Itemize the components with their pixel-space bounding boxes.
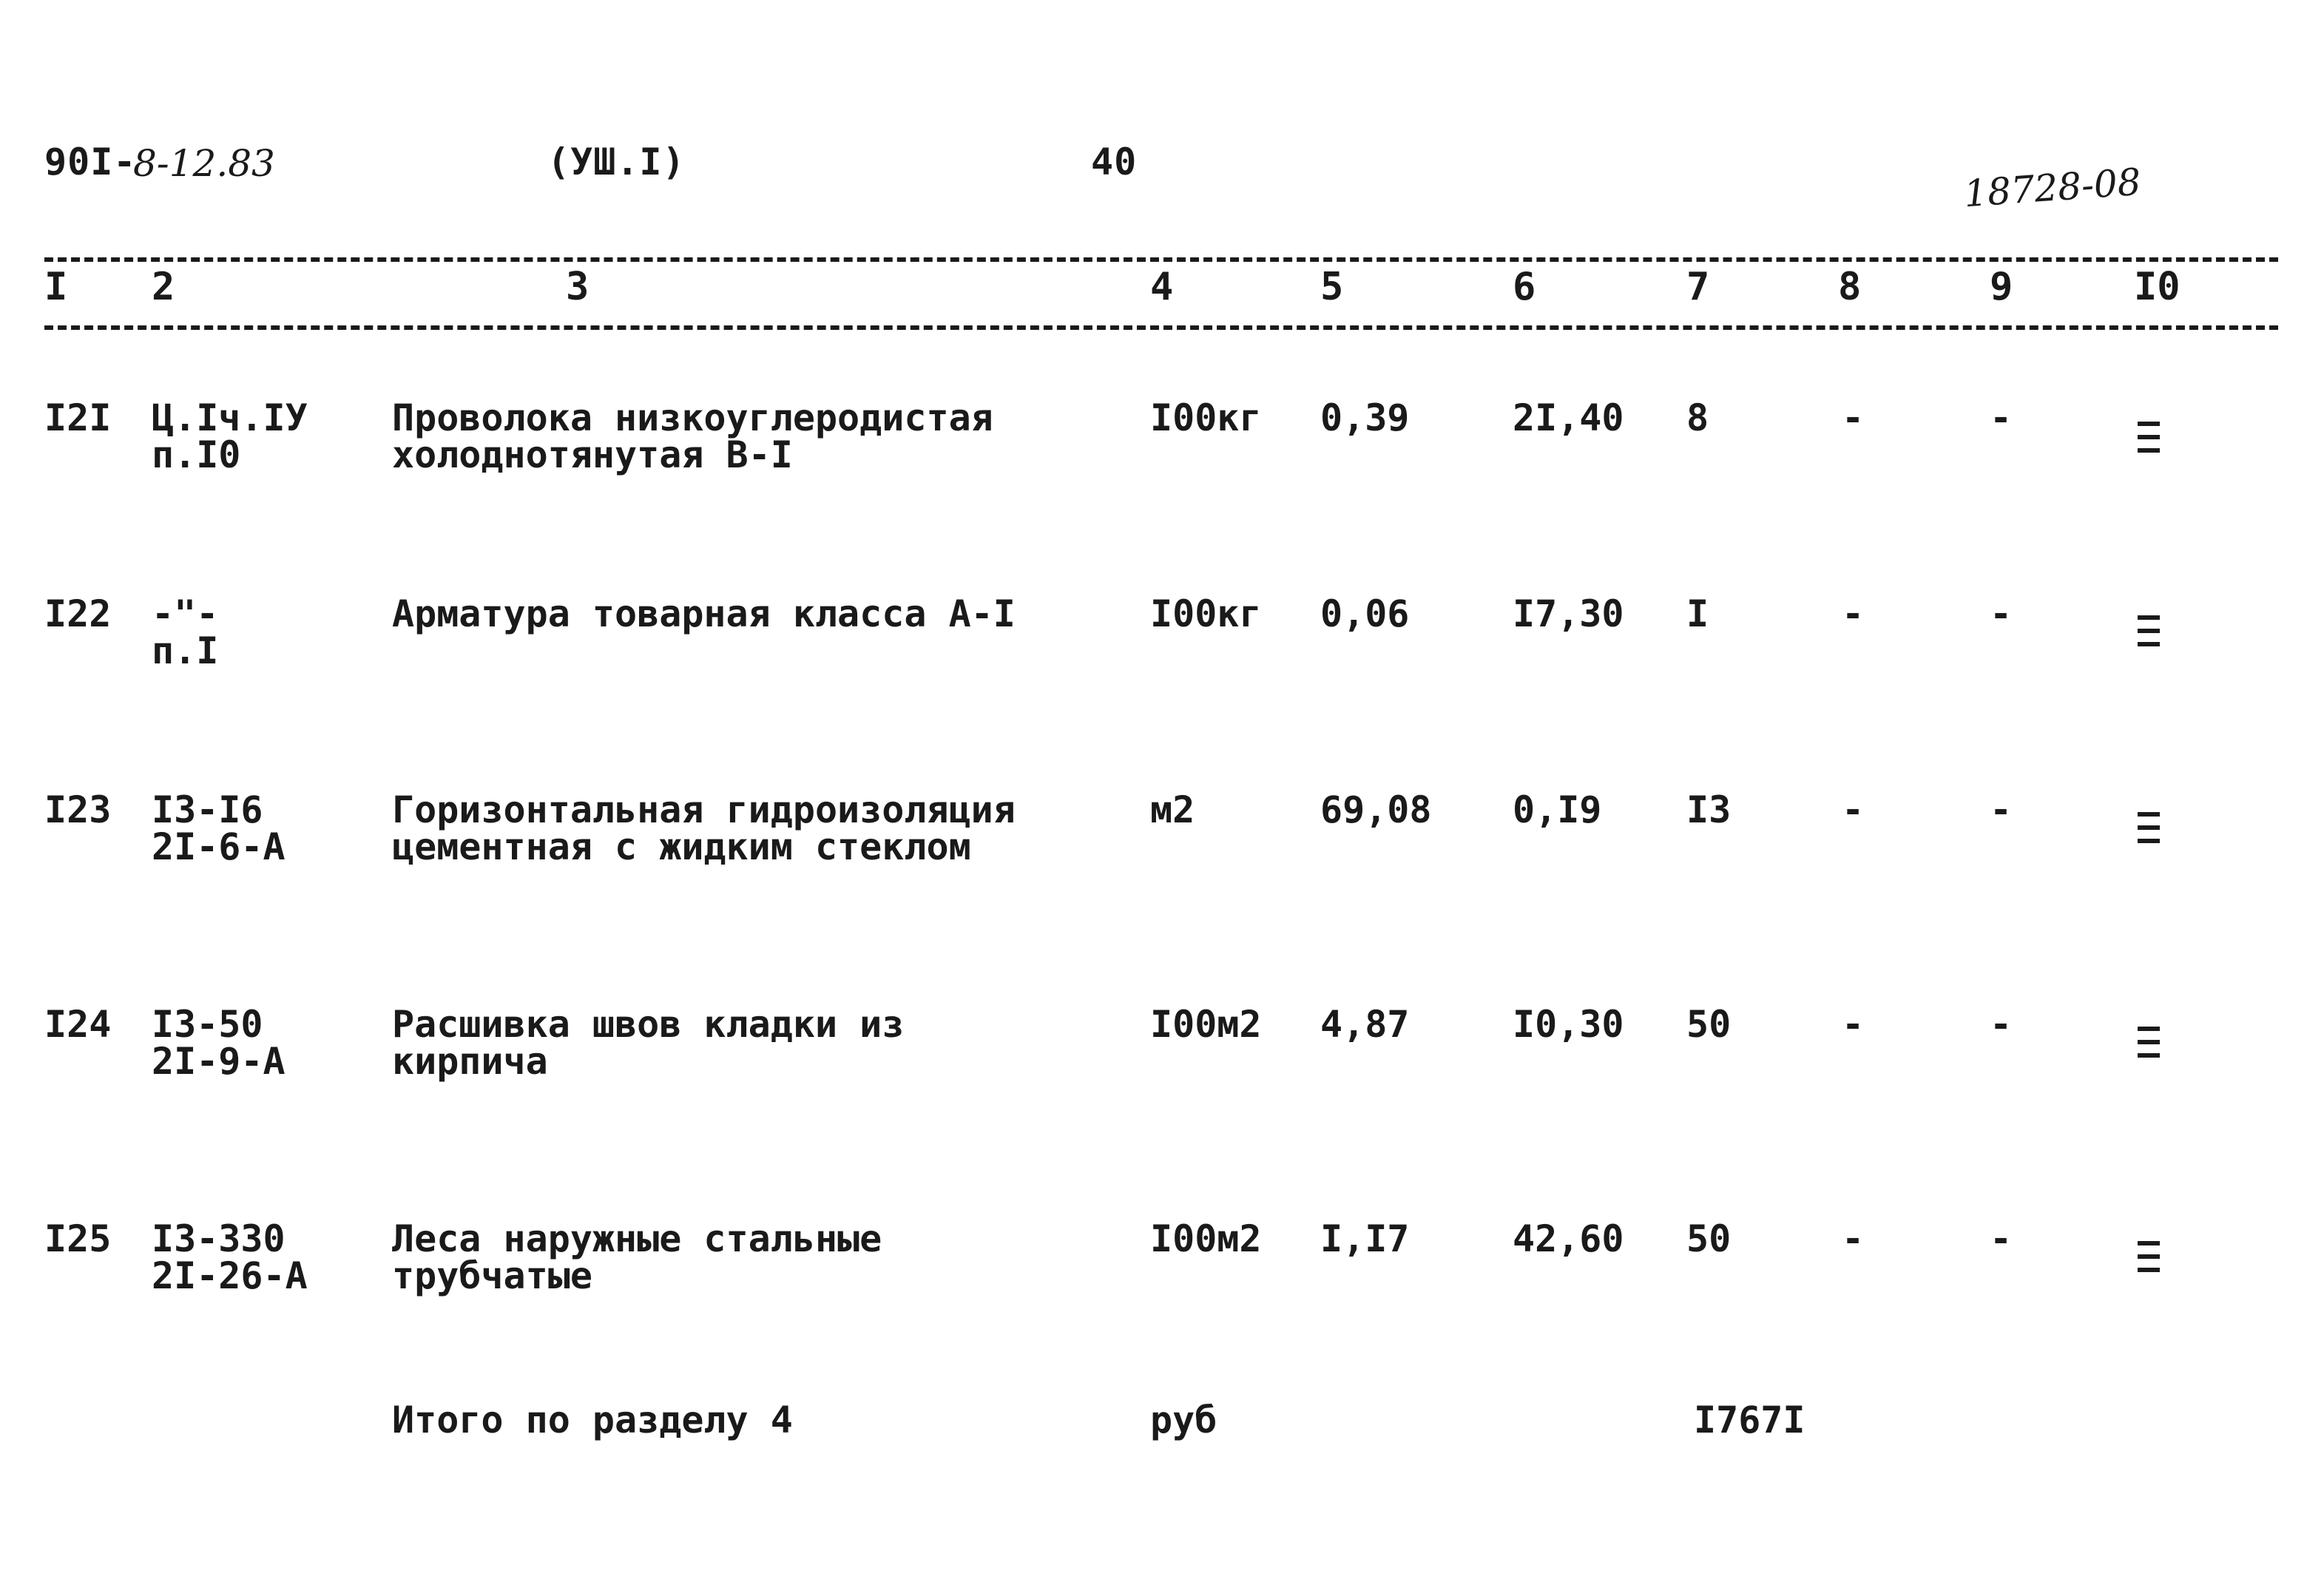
ditto-mark: [2138, 422, 2160, 462]
column-number: 2: [152, 265, 175, 309]
description-line2: цементная с жидким стеклом: [392, 825, 971, 868]
quantity: 0,39: [1320, 396, 1410, 439]
description-line1: Арматура товарная класса А-I: [392, 592, 1016, 635]
column-number: I: [44, 265, 68, 309]
col9-value: -: [1990, 1003, 2013, 1046]
description-line1: Расшивка швов кладки из: [392, 1003, 905, 1046]
col7-value: 8: [1686, 396, 1709, 439]
row-number: I24: [44, 1003, 112, 1046]
column-number: 8: [1838, 265, 1862, 309]
col9-value: -: [1990, 788, 2013, 831]
col7-value: I: [1686, 592, 1709, 635]
column-number: 7: [1686, 265, 1710, 309]
col9-value: -: [1990, 1217, 2013, 1260]
col7-value: 50: [1686, 1217, 1732, 1260]
col9-value: -: [1990, 592, 2013, 635]
unit-price: 2I,40: [1513, 396, 1624, 439]
unit: I00кг: [1150, 592, 1262, 635]
description-line1: Леса наружные стальные: [392, 1217, 882, 1260]
norm-code-line1: I3-I6: [152, 788, 263, 831]
norm-code-line1: I3-330: [152, 1217, 286, 1260]
norm-code-line1: -"-: [152, 592, 219, 635]
norm-code-line2: 2I-6-А: [152, 825, 286, 868]
column-number: 4: [1150, 265, 1174, 309]
column-number: 3: [566, 265, 590, 309]
ditto-mark: [2138, 615, 2160, 655]
row-number: I23: [44, 788, 112, 831]
section-code: (УШ.I): [547, 141, 686, 183]
col8-value: -: [1842, 592, 1865, 635]
description-line2: кирпича: [392, 1040, 548, 1083]
column-number: 5: [1320, 265, 1344, 309]
ditto-mark: [2138, 1241, 2160, 1281]
handwritten-reference: 18728-08: [1962, 160, 2143, 216]
total-value: I767I: [1694, 1399, 1806, 1441]
column-number: I0: [2134, 265, 2181, 309]
row-number: I2I: [44, 396, 112, 439]
description-line2: холоднотянутая В-I: [392, 433, 793, 476]
norm-code-line1: I3-50: [152, 1003, 263, 1046]
unit: I00м2: [1150, 1003, 1262, 1046]
description-line1: Горизонтальная гидроизоляция: [392, 788, 1016, 831]
norm-code-line2: п.I: [152, 629, 219, 672]
total-unit: руб: [1150, 1399, 1217, 1441]
norm-code-line2: 2I-26-А: [152, 1254, 308, 1297]
norm-code-line2: п.I0: [152, 433, 241, 476]
col8-value: -: [1842, 1003, 1865, 1046]
top-dashed-rule: [44, 257, 2278, 262]
unit: I00кг: [1150, 396, 1262, 439]
row-number: I22: [44, 592, 112, 635]
quantity: 69,08: [1320, 788, 1432, 831]
column-number: 6: [1513, 265, 1536, 309]
col7-value: 50: [1686, 1003, 1732, 1046]
norm-code-line2: 2I-9-А: [152, 1040, 286, 1083]
unit: м2: [1150, 788, 1195, 831]
norm-code-line1: Ц.Iч.IУ: [152, 396, 308, 439]
quantity: 4,87: [1320, 1003, 1410, 1046]
col8-value: -: [1842, 1217, 1865, 1260]
ditto-mark: [2138, 1027, 2160, 1067]
col8-value: -: [1842, 396, 1865, 439]
column-number: 9: [1990, 265, 2013, 309]
col7-value: I3: [1686, 788, 1732, 831]
unit-price: I0,30: [1513, 1003, 1624, 1046]
doc-code-printed: 90I-: [44, 141, 137, 183]
description-line2: трубчатые: [392, 1254, 592, 1297]
page-number: 40: [1091, 141, 1138, 183]
col8-value: -: [1842, 788, 1865, 831]
unit-price: 42,60: [1513, 1217, 1624, 1260]
ditto-mark: [2138, 812, 2160, 852]
unit: I00м2: [1150, 1217, 1262, 1260]
total-label: Итого по разделу 4: [392, 1399, 793, 1441]
unit-price: I7,30: [1513, 592, 1624, 635]
quantity: I,I7: [1320, 1217, 1410, 1260]
doc-code-handwritten: 8-12.83: [133, 142, 275, 185]
quantity: 0,06: [1320, 592, 1410, 635]
col9-value: -: [1990, 396, 2013, 439]
bottom-dashed-rule: [44, 325, 2278, 330]
unit-price: 0,I9: [1513, 788, 1602, 831]
description-line1: Проволока низкоуглеродистая: [392, 396, 993, 439]
row-number: I25: [44, 1217, 112, 1260]
